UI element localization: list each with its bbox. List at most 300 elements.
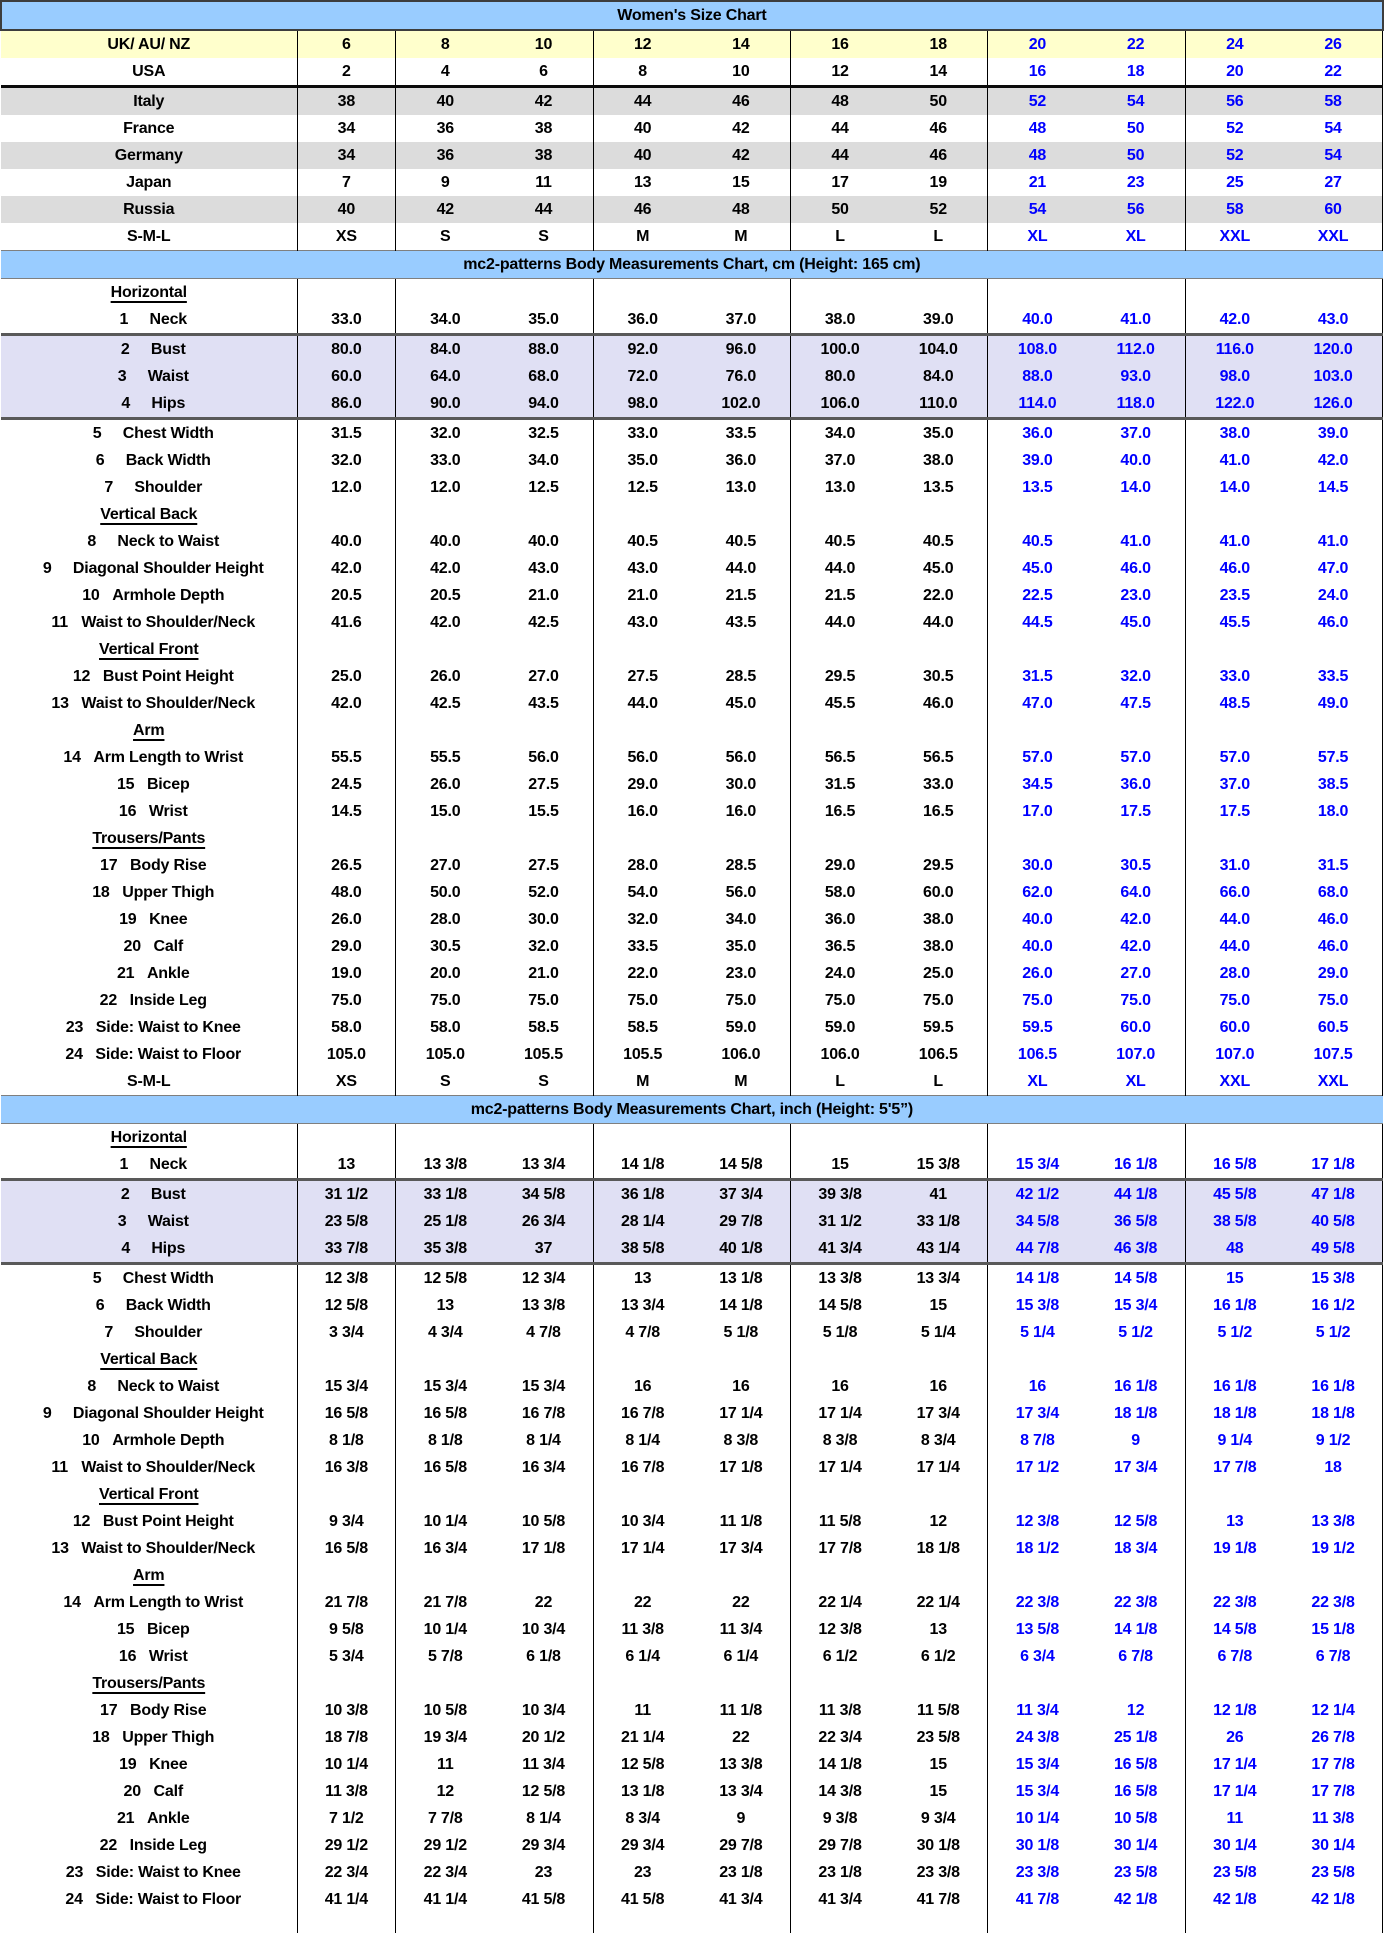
size-conversion-row [1,30,1383,58]
measurement-row [1,987,1383,1014]
measurement-number: 17 [100,856,118,874]
measurement-value-cell: 10 5/8 [494,1508,593,1535]
empty-cell [1087,717,1186,744]
measurement-value-cell: 9 1/2 [1284,1427,1383,1454]
measurement-value-cell: 12 5/8 [494,1778,593,1805]
measurement-value-cell: 38 5/8 [593,1235,692,1264]
region-label-cell: Russia [1,196,297,223]
size-value-cell: 27 [1284,169,1383,196]
measurement-value-cell: 40.5 [692,528,791,555]
size-value-cell: 42 [494,87,593,116]
measurement-value-cell: 45 5/8 [1185,1180,1284,1209]
measurement-value-cell: 27.5 [494,771,593,798]
measurement-value-cell: 14 3/8 [818,1782,862,1800]
group-heading: Arm [133,1566,165,1584]
measurement-value-cell: 17 3/4 [1087,1454,1186,1481]
measurement-value-cell: 36.0 [824,910,856,928]
empty-cell [1087,1562,1186,1589]
section-band-inch_chart-text: mc2-patterns Body Measurements Chart, inch (Height: 5'5”) [1,1096,1383,1124]
measurement-value-cell: 40 1/8 [692,1235,791,1264]
measurement-number: 7 [104,478,114,496]
measurement-row [1,1151,1383,1180]
size-value-cell: 19 [889,169,988,196]
measurement-label: Knee [149,910,188,928]
empty-cell [297,279,396,307]
region-label-cell: Japan [1,169,297,196]
measurement-label: Chest Width [122,1269,214,1287]
measurement-value-cell: 14.5 [297,798,396,825]
measurement-value-cell: 17 1/8 [1284,1151,1383,1180]
measurement-value-cell: 13 [889,1616,988,1643]
empty-cell [988,1346,1087,1373]
measurement-value-cell: 18 1/8 [1087,1400,1186,1427]
size-value-cell: M [692,223,791,251]
measurement-value-cell: 14 1/8 [818,1755,862,1773]
tail-cell [396,1913,495,1933]
measurement-value-cell: 4 3/4 [427,1323,463,1341]
measurement-value-cell: 38.0 [889,933,988,960]
measurement-value-cell: 40.5 [1022,532,1053,550]
measurement-value-cell: 31 1/2 [790,1208,889,1235]
measurement-label-cell [1,1208,297,1235]
measurement-value-cell: 44.0 [824,559,856,577]
measurement-value-cell: 16 1/8 [1213,1377,1257,1395]
size-value-cell: 50 [889,87,988,116]
measurement-row [1,1724,1383,1751]
measurement-value-cell: 106.0 [692,1041,791,1068]
measurement-value-cell: 12 [889,1508,988,1535]
measurement-value-cell: 60.0 [889,879,988,906]
measurement-value-cell: 17 1/4 [1213,1782,1257,1800]
measurement-value-cell: 29 1/2 [297,1832,396,1859]
empty-cell [396,501,495,528]
sml-value-cell: XXL [1219,1072,1251,1090]
sml-value-cell: S [494,1068,593,1096]
empty-cell [988,1562,1087,1589]
measurement-value-cell: 17 7/8 [1284,1778,1383,1805]
measurement-value-cell: 42.0 [430,559,461,577]
measurement-number: 2 [120,340,130,358]
measurement-value-cell: 16 [692,1373,791,1400]
empty-cell [692,1481,791,1508]
measurement-label-cell [1,447,297,474]
measurement-value-cell: 23 5/8 [1213,1863,1257,1881]
measurement-value-cell: 43.0 [1284,306,1383,335]
measurement-value-cell: 17 3/4 [692,1535,791,1562]
measurement-value-cell: 32.0 [627,910,658,928]
empty-cell [1284,636,1383,663]
measurement-label: Neck [149,310,187,328]
measurement-row [1,609,1383,636]
size-value-cell: L [835,227,845,245]
page-title [1,1,1383,30]
measurement-value-cell: 5 1/2 [1217,1323,1253,1341]
empty-cell [396,636,495,663]
empty-cell [692,1562,791,1589]
measurement-value-cell: 75.0 [824,991,856,1009]
measurement-label-cell [1,474,297,501]
empty-cell [988,825,1087,852]
sml-label-cell: S-M-L [1,1068,297,1096]
size-value-cell: 38 [494,115,593,142]
measurement-value-cell: 44.5 [1022,613,1053,631]
size-value-cell: 14 [692,30,791,58]
measurement-value-cell: 8 1/4 [625,1431,660,1449]
measurement-row [1,879,1383,906]
measurement-value-cell: 44.0 [1219,937,1250,955]
measurement-value-cell: 17 1/2 [1015,1458,1060,1476]
empty-cell [1087,1346,1186,1373]
measurement-value-cell: 16.0 [627,802,658,820]
measurement-value-cell: 23 [633,1863,652,1881]
measurement-label: Neck [149,1155,187,1173]
measurement-value-cell: 38.0 [889,447,988,474]
measurement-row [1,1180,1383,1209]
size-value-cell: 58 [1185,196,1284,223]
measurement-value-cell: 45.5 [1219,613,1250,631]
size-value-cell: 20 [1185,58,1284,87]
measurement-value-cell: 8 1/4 [494,1427,593,1454]
measurement-value-cell: 64.0 [1087,879,1186,906]
measurement-value-cell: 13.5 [1022,478,1053,496]
measurement-label-cell [1,1180,297,1209]
measurement-value-cell: 44 7/8 [988,1235,1087,1264]
measurement-value-cell: 17 7/8 [1284,1751,1383,1778]
measurement-value-cell: 46 3/8 [1087,1235,1186,1264]
measurement-number: 2 [120,1185,130,1203]
measurement-value-cell: 50.0 [430,883,461,901]
tail-cell [889,1913,988,1933]
measurement-value-cell: 60.5 [1284,1014,1383,1041]
group-heading-row [1,1562,1383,1589]
measurement-value-cell: 40.0 [430,532,461,550]
measurement-number: 4 [121,1239,131,1257]
measurement-value-cell: 44.0 [1219,910,1250,928]
size-value-cell: 42 [692,142,791,169]
measurement-value-cell: 17 7/8 [818,1539,862,1557]
measurement-value-cell: 13.5 [889,474,988,501]
empty-cell [297,1346,396,1373]
measurement-value-cell: 17.0 [1022,802,1053,820]
measurement-value-cell: 40.0 [494,528,593,555]
measurement-value-cell: 13 3/4 [621,1296,665,1314]
measurement-value-cell: 37.0 [1219,775,1250,793]
group-heading-cell [1,636,297,663]
measurement-value-cell: 80.0 [297,335,396,364]
group-heading: Horizontal [110,1128,187,1146]
measurement-row [1,335,1383,364]
measurement-value-cell: 42.0 [297,690,396,717]
measurement-row [1,1751,1383,1778]
measurement-value-cell: 26.0 [430,775,461,793]
measurement-value-cell: 18 7/8 [297,1724,396,1751]
empty-cell [1284,1346,1383,1373]
measurement-value-cell: 39 3/8 [790,1180,889,1209]
measurement-value-cell: 10 5/8 [1087,1805,1186,1832]
empty-cell [396,1562,495,1589]
size-value-cell: 46 [889,115,988,142]
empty-cell [1185,1562,1284,1589]
size-value-cell: 52 [988,87,1087,116]
measurement-value-cell: 22 [692,1724,791,1751]
measurement-label: Inside Leg [129,1836,207,1854]
measurement-number: 11 [51,1458,68,1476]
size-value-cell: 24 [1185,30,1284,58]
empty-cell [889,1562,988,1589]
section-band-inch_chart [1,1096,1383,1124]
measurement-number: 5 [92,1269,102,1287]
measurement-value-cell: 43.0 [494,555,593,582]
measurement-value-cell: 32.0 [430,424,461,442]
measurement-value-cell: 33 7/8 [297,1235,396,1264]
measurement-value-cell: 56.0 [692,879,791,906]
measurement-row [1,1886,1383,1913]
measurement-label: Bust [150,1185,186,1203]
measurement-value-cell: 44.0 [889,609,988,636]
measurement-value-cell: 94.0 [494,390,593,419]
measurement-value-cell: 30.5 [430,937,461,955]
measurement-value-cell: 58.0 [430,1018,461,1036]
measurement-value-cell: 46.0 [1284,933,1383,960]
measurement-value-cell: 14 1/8 [1015,1269,1060,1287]
measurement-value-cell: 14 1/8 [1087,1616,1186,1643]
empty-cell [494,825,593,852]
measurement-value-cell: 59.0 [824,1018,856,1036]
measurement-value-cell: 108.0 [988,335,1087,364]
measurement-value-cell: 15 [889,1292,988,1319]
measurement-row [1,1643,1383,1670]
group-heading-cell [1,279,297,307]
region-label-cell: USA [1,58,297,87]
empty-cell [790,279,889,307]
measurement-value-cell: 35.0 [627,451,658,469]
size-value-cell: XL [1027,227,1048,245]
measurement-value-cell: 22 3/4 [423,1863,467,1881]
measurement-value-cell: 13 5/8 [1015,1620,1060,1638]
measurement-value-cell: 13 3/8 [494,1292,593,1319]
measurement-value-cell: 42.0 [1087,933,1186,960]
measurement-value-cell: 75.0 [494,987,593,1014]
measurement-value-cell: 5 1/4 [1020,1323,1055,1341]
empty-cell [1185,1124,1284,1152]
measurement-value-cell: 16 5/8 [1087,1751,1186,1778]
measurement-label-cell [1,1832,297,1859]
empty-cell [593,1562,692,1589]
measurement-value-cell: 37 3/4 [692,1180,791,1209]
measurement-value-cell: 38 5/8 [1185,1208,1284,1235]
measurement-number: 6 [95,451,105,469]
measurement-value-cell: 16.0 [692,798,791,825]
measurement-value-cell: 28.5 [692,852,791,879]
size-value-cell: 50 [1087,142,1186,169]
measurement-number: 9 [42,1404,52,1422]
size-value-cell: 52 [1226,119,1244,137]
measurement-value-cell: 35 3/8 [396,1235,495,1264]
measurement-label: Upper Thigh [122,883,215,901]
measurement-value-cell: 17 3/4 [1015,1404,1060,1422]
measurement-value-cell: 33 1/8 [889,1208,988,1235]
size-value-cell: 46 [692,87,791,116]
measurement-value-cell: 5 1/8 [692,1319,791,1346]
size-value-cell: 42 [692,115,791,142]
measurement-label-cell [1,1373,297,1400]
empty-cell [889,1670,988,1697]
measurement-value-cell: 18 1/8 [889,1535,988,1562]
measurement-value-cell: 14 5/8 [1087,1264,1186,1293]
measurement-value-cell: 5 1/8 [822,1323,858,1341]
measurement-label-cell [1,1886,297,1913]
measurement-value-cell: 100.0 [790,335,889,364]
measurement-row [1,1778,1383,1805]
measurement-value-cell: 17 7/8 [1213,1458,1257,1476]
measurement-label-cell [1,335,297,364]
empty-cell [790,501,889,528]
measurement-value-cell: 36.0 [1022,424,1053,442]
empty-cell [790,1346,889,1373]
measurement-value-cell: 11 3/8 [621,1620,664,1638]
measurement-value-cell: 102.0 [692,390,791,419]
measurement-label-cell [1,744,297,771]
measurement-value-cell: 29 7/8 [818,1836,862,1854]
group-heading: Vertical Back [100,505,198,523]
measurement-row [1,1508,1383,1535]
measurement-value-cell: 118.0 [1087,390,1186,419]
group-heading: Trousers/Pants [92,829,206,847]
measurement-label-cell [1,555,297,582]
measurement-value-cell: 110.0 [889,390,988,419]
measurement-value-cell: 35.0 [889,419,988,448]
sml-value-cell: XXL [1284,1068,1383,1096]
empty-cell [790,1124,889,1152]
measurement-value-cell: 13 [633,1269,652,1287]
measurement-value-cell: 31.5 [297,419,396,448]
measurement-number: 24 [65,1045,83,1063]
measurement-value-cell: 13 3/8 [692,1751,791,1778]
measurement-row [1,1041,1383,1068]
measurement-value-cell: 58.0 [297,1014,396,1041]
measurement-value-cell: 5 3/4 [297,1643,396,1670]
measurement-label: Arm Length to Wrist [93,748,244,766]
measurement-row [1,447,1383,474]
measurement-value-cell: 37.0 [824,451,856,469]
measurement-label: Shoulder [134,1323,203,1341]
empty-cell [988,1124,1087,1152]
measurement-value-cell: 22.0 [889,582,988,609]
empty-cell [1087,1124,1186,1152]
size-value-cell: 48 [988,142,1087,169]
measurement-row [1,1208,1383,1235]
measurement-value-cell: 27.0 [1087,960,1186,987]
measurement-value-cell: 9 1/4 [1217,1431,1253,1449]
measurement-value-cell: 16 7/8 [494,1400,593,1427]
measurement-row [1,771,1383,798]
empty-cell [988,717,1087,744]
measurement-label-cell [1,1454,297,1481]
size-value-cell: L [889,223,988,251]
size-value-cell: 54 [988,196,1087,223]
empty-cell [396,1481,495,1508]
measurement-label-cell [1,1235,297,1264]
empty-cell [593,825,692,852]
measurement-value-cell: 15 [889,1751,988,1778]
tail-row [1,1913,1383,1933]
measurement-value-cell: 10 3/4 [621,1512,665,1530]
measurement-value-cell: 13 3/8 [818,1269,862,1287]
measurement-label: Neck to Waist [117,532,220,550]
measurement-value-cell: 18 1/8 [1284,1400,1383,1427]
measurement-value-cell: 60.0 [1219,1018,1250,1036]
measurement-value-cell: 14.0 [1219,478,1250,496]
measurement-value-cell: 10 1/4 [1015,1809,1060,1827]
size-conversion-row [1,169,1383,196]
measurement-value-cell: 39.0 [889,306,988,335]
measurement-number: 15 [116,775,135,793]
measurement-label: Waist to Shoulder/Neck [81,694,256,712]
measurement-label: Armhole Depth [112,586,225,604]
measurement-row [1,1616,1383,1643]
measurement-value-cell: 9 [692,1805,791,1832]
measurement-number: 13 [51,694,69,712]
measurement-value-cell: 30.0 [494,906,593,933]
measurement-value-cell: 66.0 [1219,883,1250,901]
region-label-cell: Italy [1,87,297,116]
measurement-value-cell: 21 7/8 [297,1589,396,1616]
measurement-value-cell: 8 3/4 [889,1427,988,1454]
measurement-value-cell: 32.0 [297,447,396,474]
measurement-value-cell: 41 7/8 [1015,1890,1060,1908]
measurement-value-cell: 48.0 [297,879,396,906]
size-value-cell: 2 [297,58,396,87]
size-value-cell: 56 [1185,87,1284,116]
measurement-value-cell: 41.0 [1087,528,1186,555]
empty-cell [1284,1481,1383,1508]
measurement-value-cell: 35.0 [692,933,791,960]
measurement-value-cell: 12 3/4 [494,1264,593,1293]
measurement-value-cell: 16 5/8 [297,1400,396,1427]
size-value-cell: 8 [593,58,692,87]
measurement-value-cell: 11 3/8 [818,1701,862,1719]
measurement-value-cell: 34.0 [396,306,495,335]
measurement-value-cell: 107.5 [1284,1041,1383,1068]
sml-footer-row [1,1068,1383,1096]
group-heading-cell [1,1481,297,1508]
measurement-value-cell: 33.5 [1284,663,1383,690]
measurement-value-cell: 6 1/2 [889,1643,988,1670]
measurement-value-cell: 21.5 [692,582,791,609]
measurement-row [1,528,1383,555]
empty-cell [889,279,988,307]
measurement-row [1,933,1383,960]
size-value-cell: 13 [633,173,652,191]
measurement-value-cell: 15 3/8 [889,1151,988,1180]
measurement-value-cell: 19 1/8 [1213,1539,1257,1557]
measurement-number: 4 [121,394,131,412]
group-heading-row [1,1124,1383,1152]
measurement-value-cell: 59.5 [1022,1018,1053,1036]
size-value-cell: 8 [396,30,495,58]
measurement-label-cell [1,1859,297,1886]
empty-cell [1185,636,1284,663]
measurement-value-cell: 26.0 [297,906,396,933]
measurement-value-cell: 24.5 [297,771,396,798]
size-conversion-row [1,115,1383,142]
measurement-value-cell: 22 [494,1589,593,1616]
measurement-number: 3 [117,1212,127,1230]
measurement-value-cell: 27.5 [627,667,658,685]
measurement-number: 24 [65,1890,83,1908]
measurement-value-cell: 21 7/8 [423,1593,467,1611]
empty-cell [494,1481,593,1508]
